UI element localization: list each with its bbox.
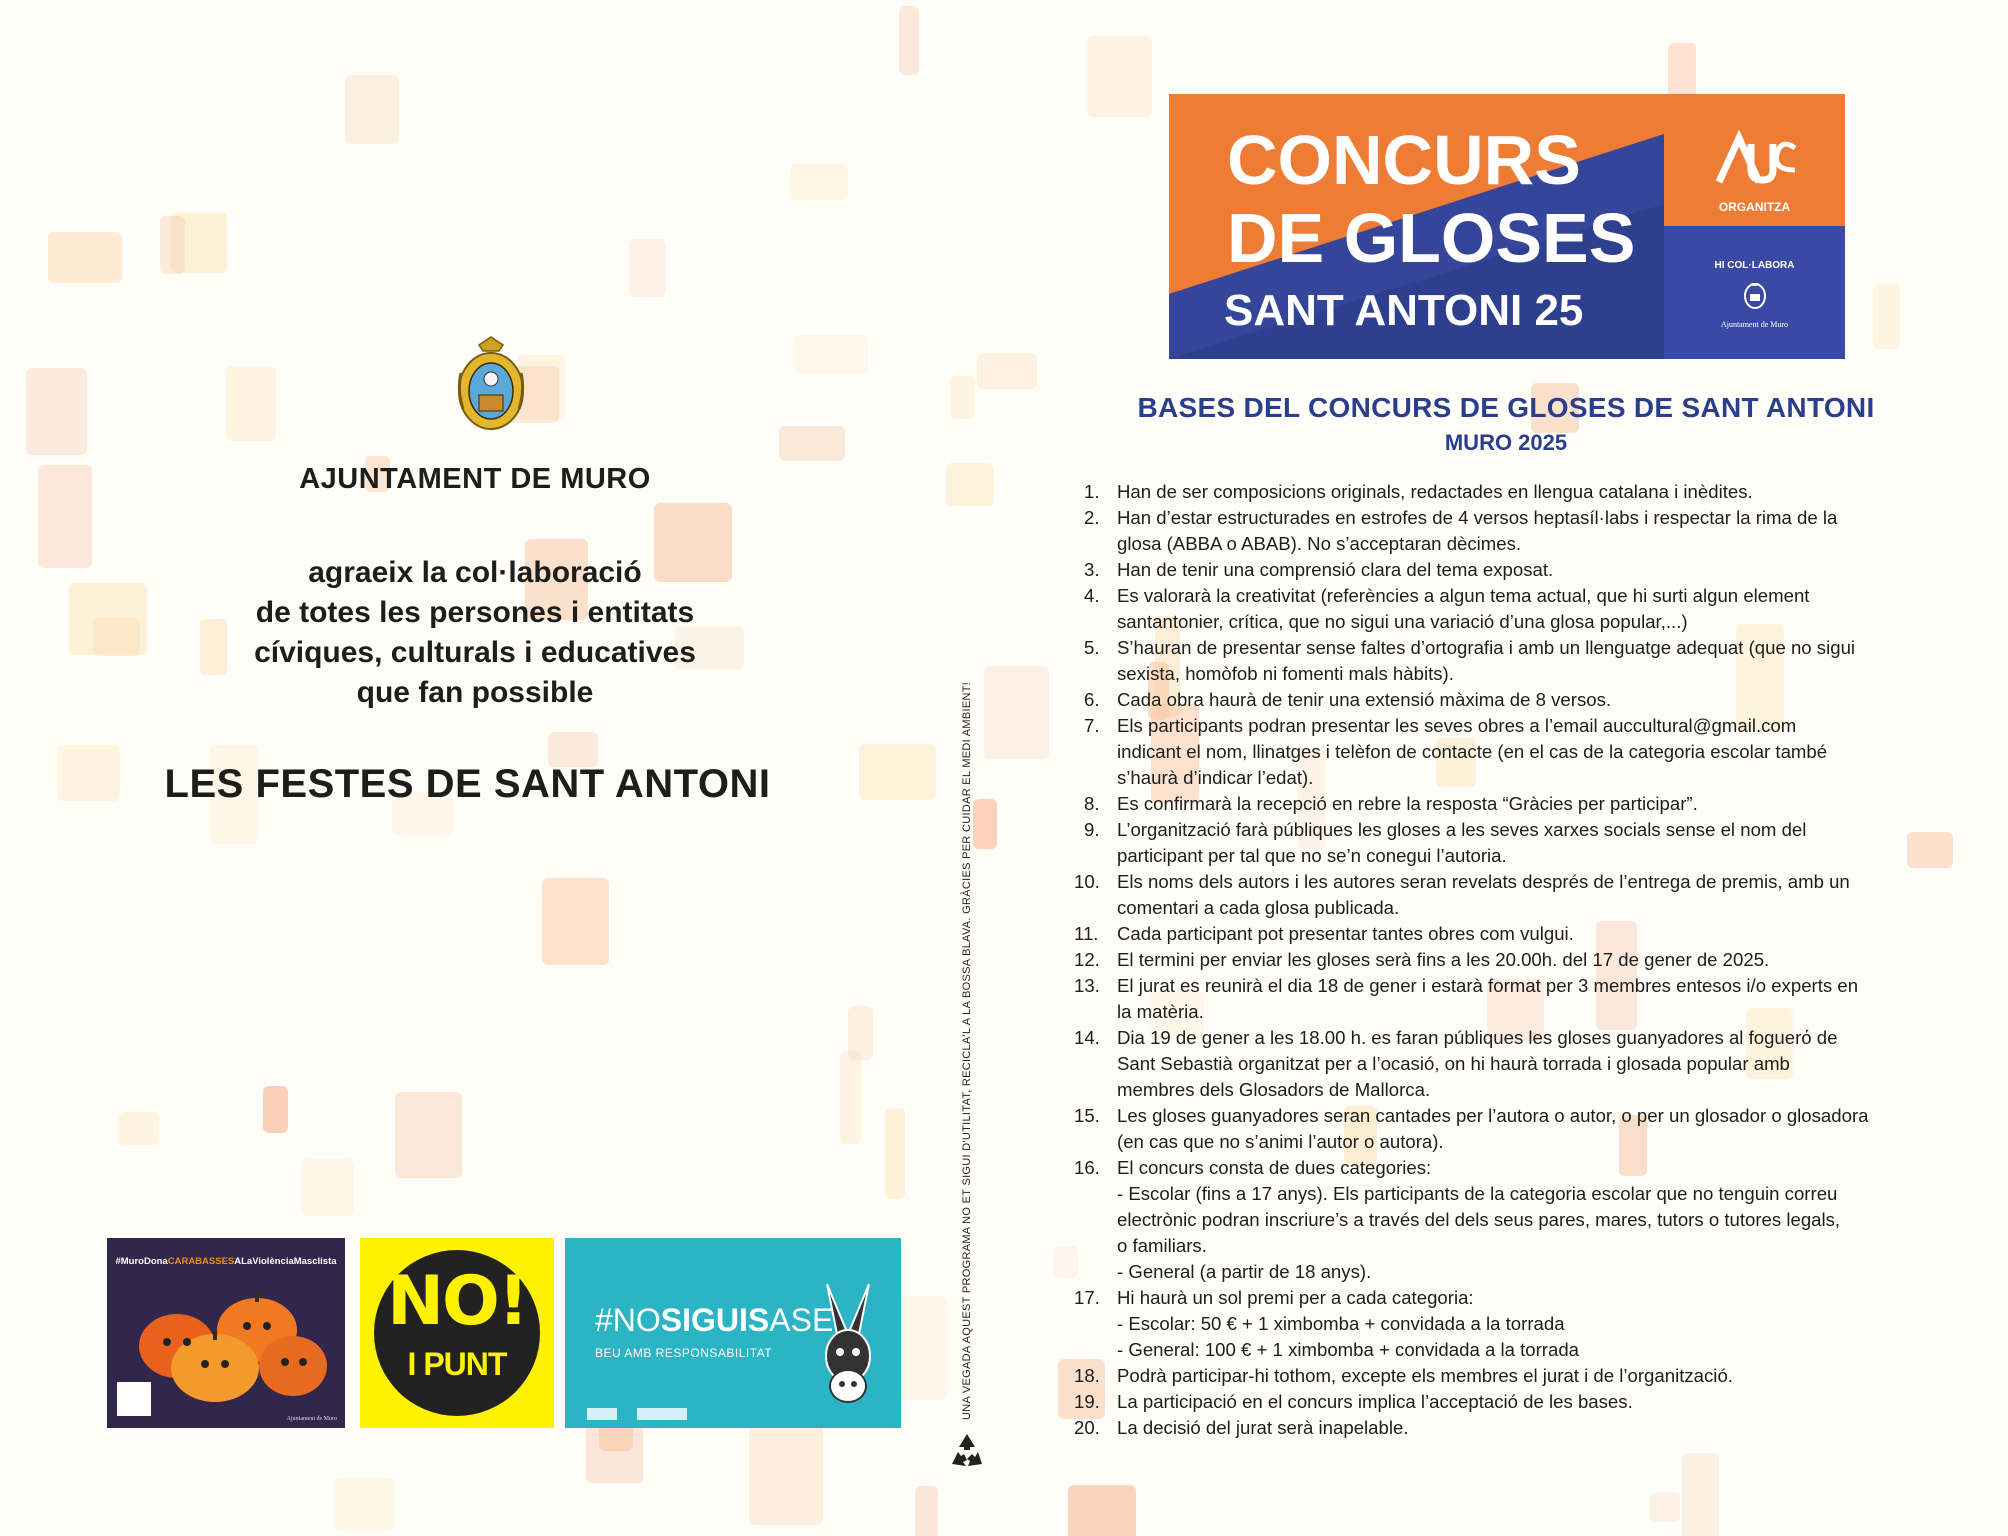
rule-number: 4.	[1084, 585, 1100, 606]
rule-text-line: Es valorarà la creativitat (referències a algun tema actual, que hi surti algun element	[1117, 585, 1810, 606]
rule-number: 16.	[1074, 1157, 1100, 1178]
donkey-icon	[813, 1274, 883, 1414]
rule-number: 3.	[1084, 559, 1100, 580]
rule-text-line: Es confirmarà la recepció en rebre la resposta “Gràcies per participar”.	[1117, 793, 1698, 814]
rule-number: 13.	[1074, 975, 1100, 996]
no-siguis-ase-title	[595, 1302, 833, 1339]
rule-text-line: - General (a partir de 18 anys).	[1117, 1261, 1372, 1282]
rule-number: 10.	[1074, 871, 1100, 892]
auc-logo-icon	[1711, 130, 1801, 190]
rule-item	[1074, 583, 1944, 635]
rule-item	[1074, 1155, 1944, 1285]
no-i-punt-badge	[360, 1238, 554, 1428]
rule-number: 6.	[1084, 689, 1100, 710]
rule-text-line: sexista, homòfob ni fomenti mals hàbits).	[1117, 663, 1454, 684]
carabasses-footer: Ajuntament de Muro	[286, 1416, 337, 1422]
title-part: ASE	[769, 1302, 834, 1338]
rule-text-line: El jurat es reunirà el dia 18 de gener i estarà format per 3 membres entesos i/o experts en	[1117, 975, 1859, 996]
rule-number: 18.	[1074, 1365, 1100, 1386]
rules-list	[1074, 479, 1944, 1441]
rule-text-line: Cada obra haurà de tenir una extensió màxima de 8 versos.	[1117, 689, 1612, 710]
recycle-note: UNA VEGADA AQUEST PROGRAMA NO ET SIGUI D'UTILITAT, RECICLA'L A LA BOSSA BLAVA. GRÀCIES PER CUIDAR EL MEDI AMBIENT!	[961, 681, 973, 1420]
rule-text-line: la matèria.	[1117, 1001, 1204, 1022]
thanks-message	[0, 553, 950, 713]
rule-text-line: (en cas que no s’animi l’autor o autora).	[1117, 1131, 1444, 1152]
thanks-line: cíviques, culturals i educatives	[254, 636, 696, 669]
rule-text-line: Els noms dels autors i les autores seran revelats després de l’entrega de premis, amb un	[1117, 871, 1850, 892]
carabasses-campaign-badge	[107, 1238, 345, 1428]
rule-text-line: electrònic podran inscriure’s a través del dels seus pares, mares, tutors o tutores legals,	[1117, 1209, 1841, 1230]
hi-colabora-label: HI COL·LABORA	[1714, 260, 1795, 271]
title-part: #NO	[595, 1302, 661, 1338]
banner-line-1: CONCURS	[1227, 121, 1581, 199]
rule-item	[1074, 947, 1944, 973]
rule-number: 20.	[1074, 1417, 1100, 1438]
rule-number: 2.	[1084, 507, 1100, 528]
rule-text-line: - Escolar: 50 € + 1 ximbomba + convidada a la torrada	[1117, 1313, 1565, 1334]
rule-number: 14.	[1074, 1027, 1100, 1048]
rule-text-line: Han de ser composicions originals, redactades en llengua catalana i inèdites.	[1117, 481, 1753, 502]
rule-number: 15.	[1074, 1105, 1100, 1126]
banner-main	[1169, 94, 1664, 359]
rule-text-line: Podrà participar-hi tothom, excepte els membres el jurat i de l’organització.	[1117, 1365, 1733, 1386]
no-i-punt-no: NO!	[387, 1262, 527, 1341]
rule-item	[1074, 817, 1944, 869]
rule-number: 19.	[1074, 1391, 1100, 1412]
rule-text-line: La decisió del jurat serà inapelable.	[1117, 1417, 1409, 1438]
rule-text-line: Han d’estar estructurades en estrofes de 4 versos heptasíl·labs i respectar la rima de la	[1117, 507, 1838, 528]
rule-item	[1074, 1389, 1944, 1415]
rule-text-line: glosa (ABBA o ABAB). No s’acceptaran dècimes.	[1117, 533, 1522, 554]
rule-number: 11.	[1074, 923, 1099, 944]
title-part: SIGUIS	[660, 1302, 770, 1338]
rule-item	[1074, 1025, 1944, 1103]
rule-text-line: - General: 100 € + 1 ximbomba + convidada a la torrada	[1117, 1339, 1580, 1360]
rule-text-line: Hi haurà un sol premi per a cada categoria:	[1117, 1287, 1474, 1308]
muro-coat-of-arms-small-icon	[1742, 280, 1768, 310]
no-siguis-ase-subtitle: BEU AMB RESPONSABILITAT	[595, 1346, 773, 1360]
recycle-icon	[946, 1430, 988, 1472]
rule-number: 9.	[1084, 819, 1100, 840]
rule-number: 1.	[1084, 481, 1100, 502]
rule-text-line: - Escolar (fins a 17 anys). Els participants de la categoria escolar que no tenguin correu	[1117, 1183, 1838, 1204]
rule-text-line: santantonier, crítica, que no sigui una variació d’una glosa popular,...)	[1117, 611, 1688, 632]
rule-text-line: La participació en el concurs implica l’acceptació de les bases.	[1117, 1391, 1633, 1412]
rule-number: 12.	[1074, 949, 1100, 970]
rule-item	[1074, 505, 1944, 557]
banner-line-3: SANT ANTONI 25	[1224, 286, 1584, 335]
bases-subtitle: MURO 2025	[1444, 430, 1568, 455]
rule-item	[1074, 557, 1944, 583]
rule-item	[1074, 921, 1944, 947]
qr-code-icon	[117, 1382, 151, 1416]
rule-item	[1074, 713, 1944, 791]
rule-text-line: s’haurà d’indicar l’edat).	[1117, 767, 1314, 788]
rule-text-line: Han de tenir una comprensió clara del tema exposat.	[1117, 559, 1554, 580]
rule-number: 17.	[1074, 1287, 1100, 1308]
thanks-line: agraeix la col·laboració	[308, 556, 642, 589]
sponsor-logos-icon	[587, 1408, 687, 1420]
organitza-label: ORGANITZA	[1718, 200, 1791, 214]
rule-item	[1074, 1285, 1944, 1363]
thanks-line: que fan possible	[356, 676, 594, 709]
rule-text-line: Cada participant pot presentar tantes obres com vulgui.	[1117, 923, 1574, 944]
no-siguis-ase-badge	[565, 1238, 901, 1428]
rule-item	[1074, 973, 1944, 1025]
rule-text-line: Dia 19 de gener a les 18.00 h. es faran públiques les gloses guanyadores al foguerό de	[1117, 1027, 1838, 1048]
hashtag-part: #MuroDona	[115, 1256, 168, 1267]
rule-text-line: Les gloses guanyadores seran cantades per l’autora o autor, o per un glosador o glosadora	[1117, 1105, 1869, 1126]
rule-item	[1074, 479, 1944, 505]
rule-number: 5.	[1084, 637, 1100, 658]
hashtag-part: ALaViolènciaMasclista	[234, 1256, 337, 1267]
rule-number: 7.	[1084, 715, 1100, 736]
rule-text-line: o familiars.	[1117, 1235, 1207, 1256]
rule-item	[1074, 869, 1944, 921]
bases-title: BASES DEL CONCURS DE GLOSES DE SANT ANTONI	[1137, 392, 1875, 423]
council-name: AJUNTAMENT DE MURO	[299, 463, 651, 495]
rule-text-line: El concurs consta de dues categories:	[1117, 1157, 1432, 1178]
right-page	[1004, 0, 2008, 1536]
rule-item	[1074, 1415, 1944, 1441]
rule-item	[1074, 1103, 1944, 1155]
rule-text-line: comentari a cada glosa publicada.	[1117, 897, 1400, 918]
rule-text-line: El termini per enviar les gloses serà fins a les 20.00h. del 17 de gener de 2025.	[1117, 949, 1770, 970]
rule-text-line: L’organització farà públiques les gloses a les seves xarxes socials sense el nom del	[1117, 819, 1807, 840]
rule-text-line: participant per tal que no se’n conegui l’autoria.	[1117, 845, 1507, 866]
thanks-line: de totes les persones i entitats	[255, 596, 695, 629]
banner-line-2: DE GLOSES	[1227, 199, 1636, 277]
contest-banner	[1169, 94, 1845, 359]
no-i-punt-punt: I PUNT	[407, 1346, 507, 1382]
rule-item	[1074, 791, 1944, 817]
hashtag-part: CARABASSES	[167, 1256, 235, 1267]
rule-text-line: S’hauran de presentar sense faltes d’ortografia i amb un llenguatge adequat (que no sigui	[1117, 637, 1856, 658]
rule-item	[1074, 1363, 1944, 1389]
muro-coat-of-arms-icon	[451, 333, 531, 433]
ajuntament-label: Ajuntament de Muro	[1720, 320, 1789, 329]
rule-text-line: indicant el nom, llinatges i telèfon de contacte (en el cas de la categoria escolar també	[1117, 741, 1828, 762]
rule-text-line: Sant Sebastià organitzat per a l’ocasió, on hi haurà torrada i glosada popular amb	[1117, 1053, 1790, 1074]
rule-item	[1074, 635, 1944, 687]
rule-text-line: Els participants podran presentar les seves obres a l’email auccultural@gmail.com	[1117, 715, 1797, 736]
festes-heading: LES FESTES DE SANT ANTONI	[164, 762, 771, 806]
rule-number: 8.	[1084, 793, 1100, 814]
rule-text-line: membres dels Glosadors de Mallorca.	[1117, 1079, 1431, 1100]
rule-item	[1074, 687, 1944, 713]
